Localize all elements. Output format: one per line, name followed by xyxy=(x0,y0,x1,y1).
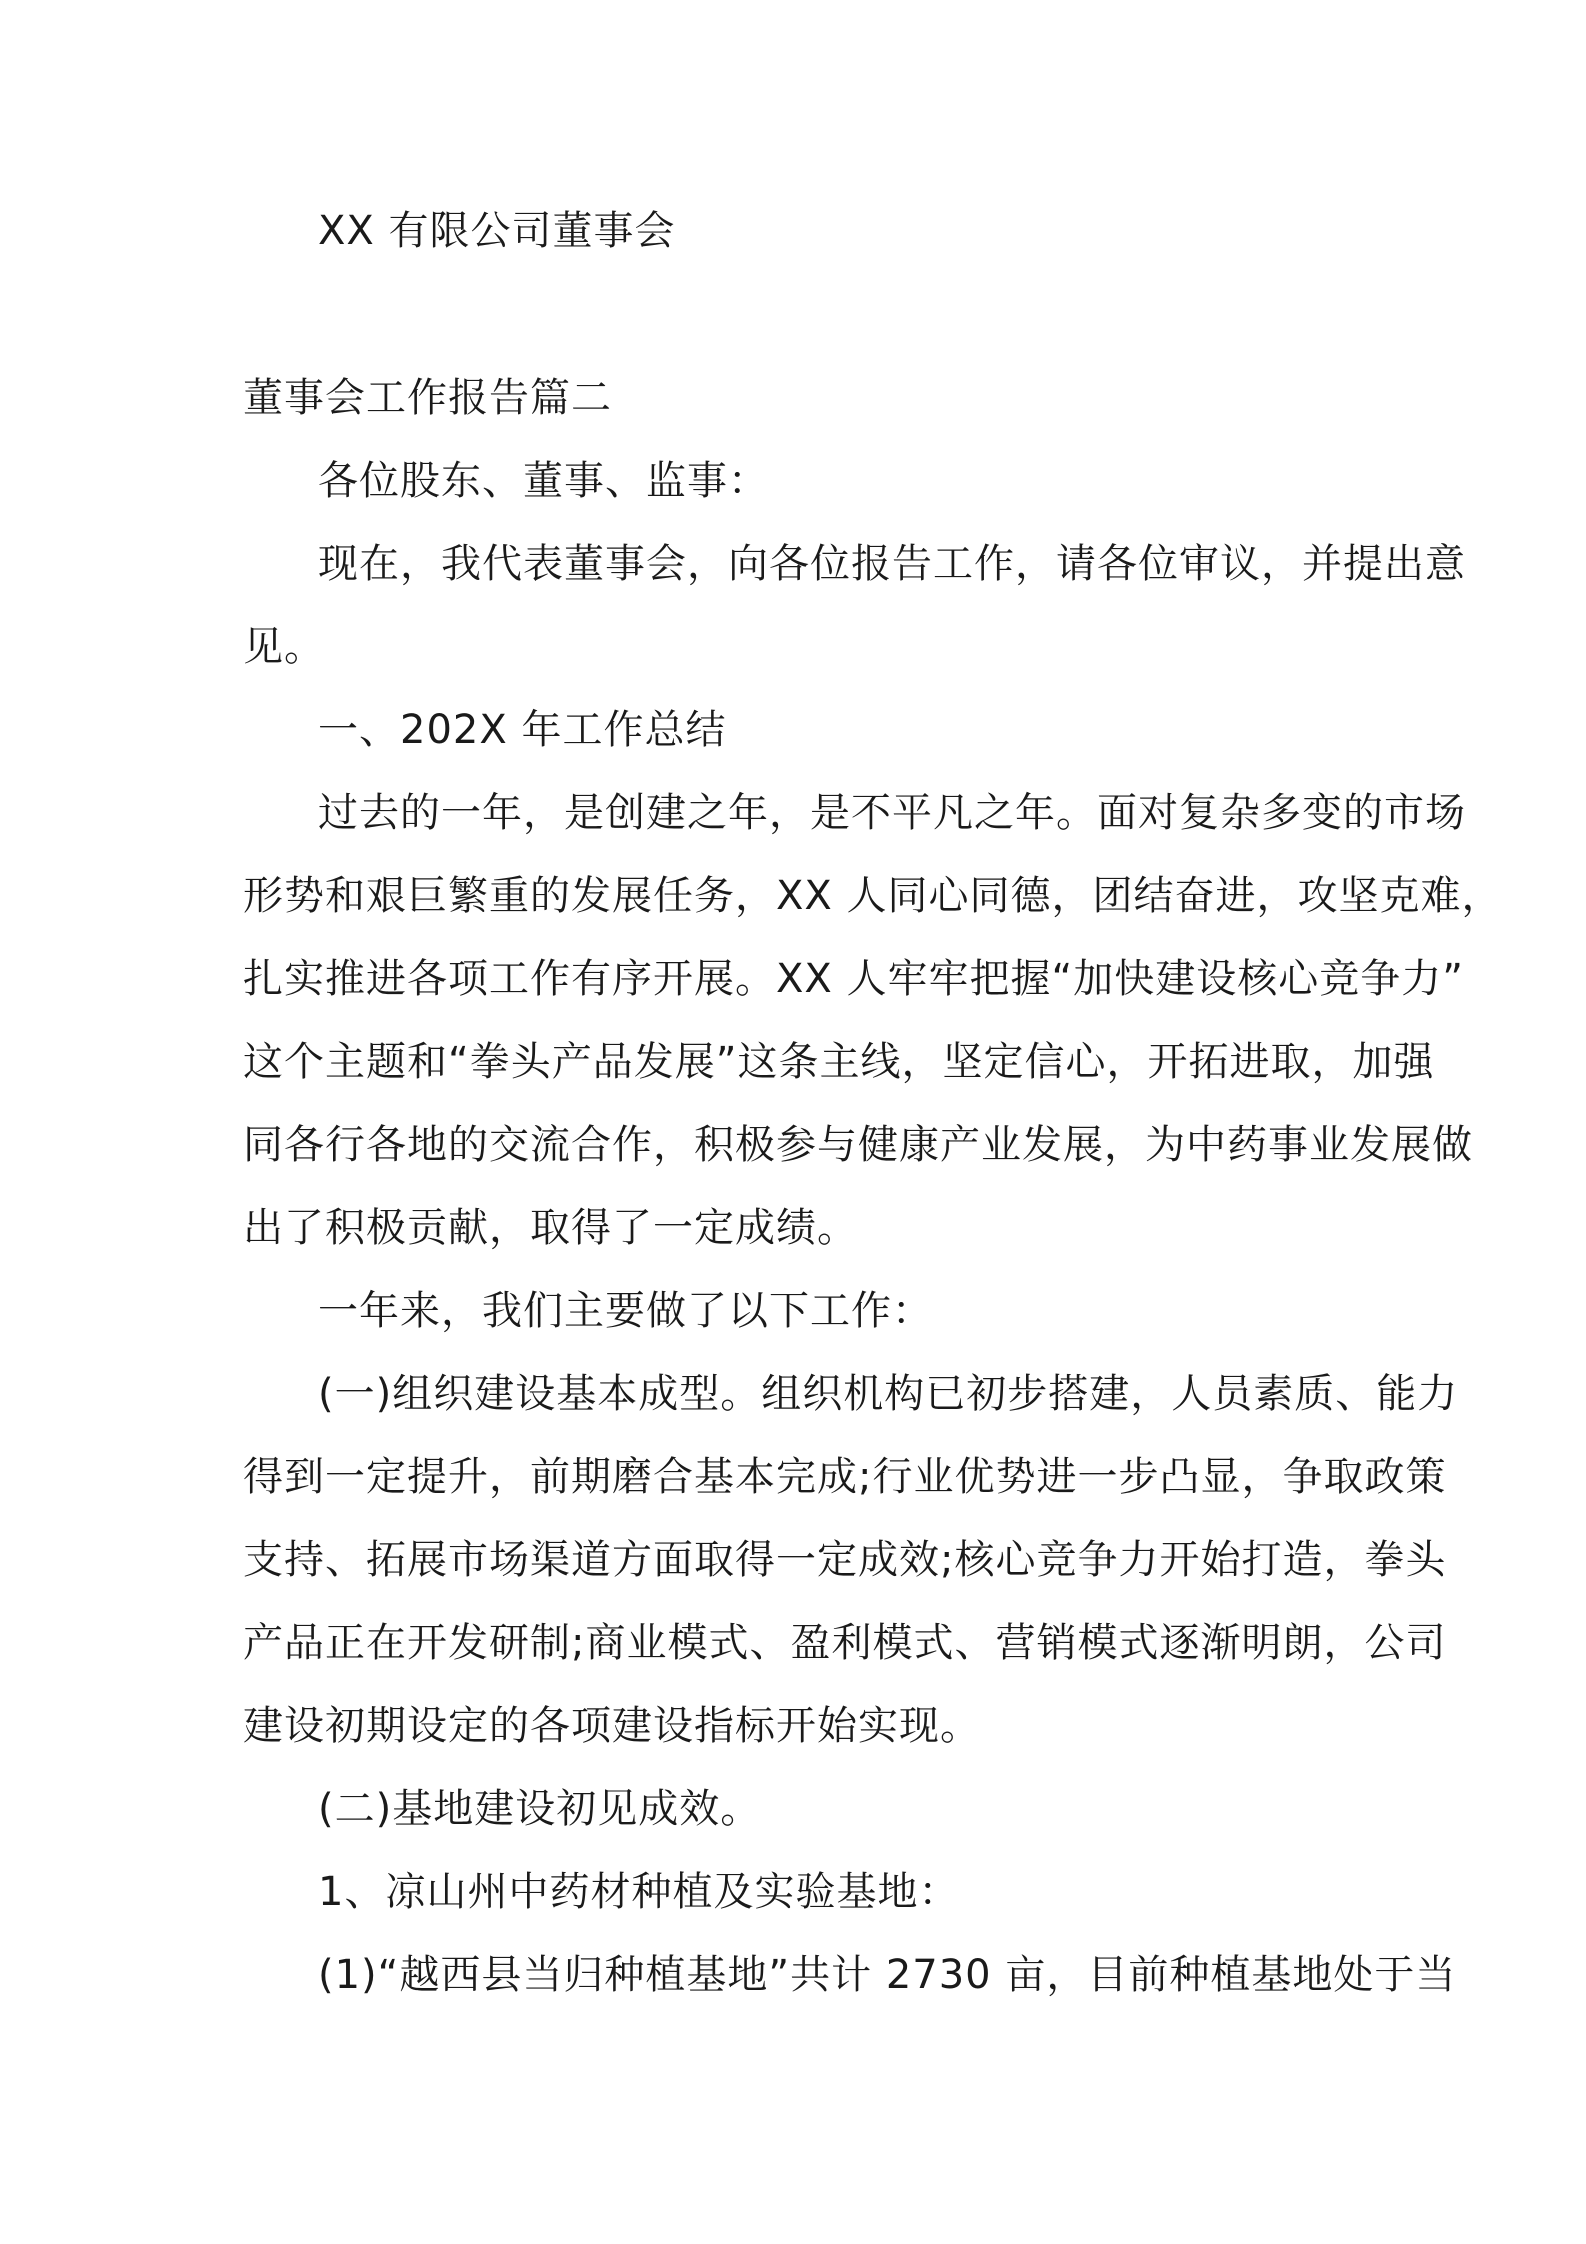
paragraph-line: 产品正在开发研制;商业模式、盈利模式、营销模式逐渐明朗，公司 xyxy=(243,1620,1447,1666)
paragraph-line: 这个主题和“拳头产品发展”这条主线，坚定信心，开拓进取，加强 xyxy=(243,1039,1435,1085)
report-body xyxy=(243,357,1503,2017)
paragraph-line: (二)基地建设初见成效。 xyxy=(318,1786,762,1832)
paragraph-line: 各位股东、董事、监事： xyxy=(318,458,769,504)
paragraph-line: 支持、拓展市场渠道方面取得一定成效;核心竞争力开始打造，拳头 xyxy=(243,1537,1447,1583)
paragraph-line: 出了积极贡献，取得了一定成绩。 xyxy=(243,1205,858,1251)
section-heading: 一、202X 年工作总结 xyxy=(318,707,727,753)
paragraph-line: 1、凉山州中药材种植及实验基地： xyxy=(318,1869,960,1915)
paragraph-line: 现在，我代表董事会，向各位报告工作，请各位审议，并提出意 xyxy=(318,541,1466,587)
paragraph-line: 一年来，我们主要做了以下工作： xyxy=(318,1288,933,1334)
paragraph-line: 形势和艰巨繁重的发展任务，XX 人同心同德，团结奋进，攻坚克难， xyxy=(243,873,1503,919)
paragraph-line: (一)组织建设基本成型。组织机构已初步搭建，人员素质、能力 xyxy=(318,1371,1459,1417)
paragraph-line: (1)“越西县当归种植基地”共计 2730 亩，目前种植基地处于当 xyxy=(318,1952,1457,1998)
report-heading: 董事会工作报告篇二 xyxy=(243,375,612,421)
company-signature: XX 有限公司董事会 xyxy=(318,208,676,254)
paragraph-line: 见。 xyxy=(243,624,325,670)
paragraph-line: 同各行各地的交流合作，积极参与健康产业发展，为中药事业发展做 xyxy=(243,1122,1473,1168)
paragraph-line: 建设初期设定的各项建设指标开始实现。 xyxy=(243,1703,981,1749)
paragraph-line: 扎实推进各项工作有序开展。XX 人牢牢把握“加快建设核心竞争力” xyxy=(243,956,1464,1002)
paragraph-line: 过去的一年，是创建之年，是不平凡之年。面对复杂多变的市场 xyxy=(318,790,1466,836)
paragraph-line: 得到一定提升，前期磨合基本完成;行业优势进一步凸显，争取政策 xyxy=(243,1454,1447,1500)
